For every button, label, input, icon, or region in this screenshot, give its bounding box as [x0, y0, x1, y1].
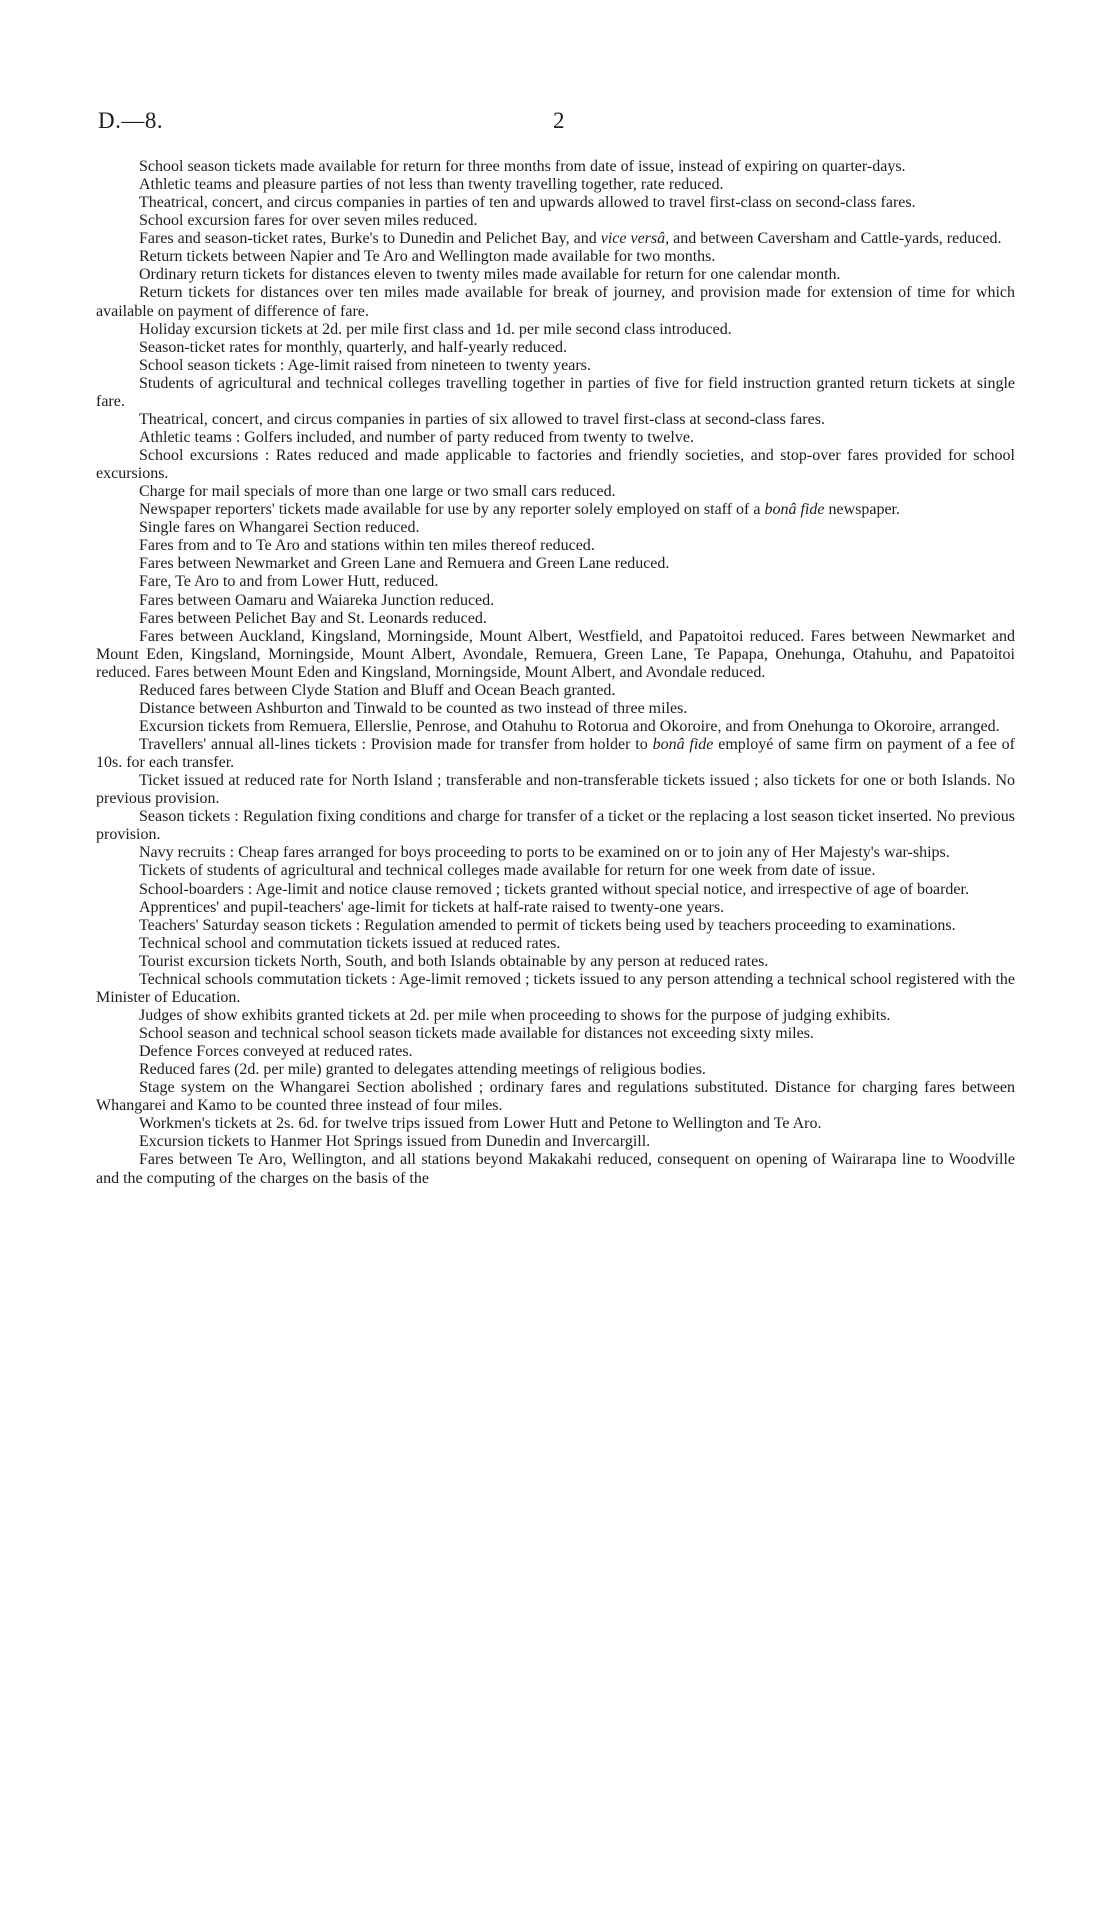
paragraph: School-boarders : Age-limit and notice clause removed ; tickets granted without special notice, and irrespective of age of boarder.: [139, 880, 969, 898]
paragraph: Navy recruits : Cheap fares arranged for boys proceeding to ports to be examined on or to join any of Her Majesty's war-ships.: [139, 844, 950, 862]
paragraph: School season tickets : Age-limit raised from nineteen to twenty years.: [139, 356, 591, 374]
page-number: 2: [553, 108, 565, 133]
document-code: D.—8.: [98, 108, 164, 133]
paragraph: Athletic teams and pleasure parties of not less than twenty travelling together, rate reduced.: [139, 176, 724, 194]
paragraph: Season-ticket rates for monthly, quarterly, and half-yearly reduced.: [139, 338, 567, 356]
paragraph: Ordinary return tickets for distances eleven to twenty miles made available for return for one calendar month.: [139, 266, 841, 284]
paragraph: Newspaper reporters' tickets made available for use by any reporter solely employed on staff of a bonâ fide newspaper.: [139, 501, 900, 519]
document-body: [96, 158, 1015, 1188]
paragraph: Reduced fares between Clyde Station and Bluff and Ocean Beach granted.: [139, 681, 616, 699]
paragraph: Judges of show exhibits granted tickets at 2d. per mile when proceeding to shows for the purpose of judging exhibits.: [139, 1006, 891, 1024]
paragraph: Excursion tickets to Hanmer Hot Springs issued from Dunedin and Invercargill.: [139, 1133, 651, 1151]
paragraph: Workmen's tickets at 2s. 6d. for twelve trips issued from Lower Hutt and Petone to Wellington and Te Aro.: [139, 1115, 822, 1133]
paragraph: Return tickets between Napier and Te Aro and Wellington made available for two months.: [139, 248, 716, 266]
paragraph: Excursion tickets from Remuera, Ellerslie, Penrose, and Otahuhu to Rotorua and Okoroire, and from Onehunga to Okoroire, arranged.: [139, 717, 1000, 735]
page-header: [98, 108, 1018, 140]
paragraph: Reduced fares (2d. per mile) granted to delegates attending meetings of religious bodies.: [139, 1061, 706, 1079]
paragraph: School excursion fares for over seven miles reduced.: [139, 212, 478, 230]
paragraph: Fares between Auckland, Kingsland, Morningside, Mount Albert, Westfield, and Papatoitoi reduced. Fares between Newmarket and Mount Eden, Kingsland, Morningside, Mount Albert, Avondale, Remuera, Green Lane, Te Papapa, Onehunga, Otahuhu, and Papatoitoi reduced. Fares between Mount Eden and Kingsland, Morningside, Mount Albert, and Avondale reduced.: [96, 627, 1015, 681]
paragraph: Fares between Newmarket and Green Lane and Remuera and Green Lane reduced.: [139, 555, 670, 573]
paragraph: Apprentices' and pupil-teachers' age-limit for tickets at half-rate raised to twenty-one years.: [139, 898, 725, 916]
paragraph: Tourist excursion tickets North, South, and both Islands obtainable by any person at reduced rates.: [139, 952, 769, 970]
paragraph: Fares between Pelichet Bay and St. Leonards reduced.: [139, 609, 487, 627]
paragraph: Athletic teams : Golfers included, and number of party reduced from twenty to twelve.: [139, 428, 694, 446]
paragraph: Ticket issued at reduced rate for North Island ; transferable and non-transferable tickets issued ; also tickets for one or both Islands. No previous provision.: [96, 772, 1015, 808]
paragraph: Distance between Ashburton and Tinwald to be counted as two instead of three miles.: [139, 699, 688, 717]
paragraph: Fares from and to Te Aro and stations within ten miles thereof reduced.: [139, 537, 595, 555]
paragraph: Fares and season-ticket rates, Burke's to Dunedin and Pelichet Bay, and vice versâ, and between Caversham and Cattle-yards, reduced.: [139, 230, 1002, 248]
paragraph: Technical schools commutation tickets : Age-limit removed ; tickets issued to any person attending a technical school registered with the Minister of Education.: [96, 970, 1015, 1006]
paragraph: Theatrical, concert, and circus companies in parties of six allowed to travel first-class at second-class fares.: [139, 410, 825, 428]
paragraph: School season and technical school season tickets made available for distances not exceeding sixty miles.: [139, 1025, 814, 1042]
paragraph: Fares between Oamaru and Waiareka Junction reduced.: [139, 591, 495, 609]
paragraph: Fare, Te Aro to and from Lower Hutt, reduced.: [139, 573, 439, 591]
paragraph: Single fares on Whangarei Section reduced.: [139, 519, 420, 537]
paragraph: School season tickets made available for return for three months from date of issue, instead of expiring on quarter-days.: [139, 158, 906, 175]
paragraph: Teachers' Saturday season tickets : Regulation amended to permit of tickets being used by teachers proceeding to examinations.: [139, 916, 956, 934]
paragraph: Holiday excursion tickets at 2d. per mile first class and 1d. per mile second class introduced.: [139, 320, 732, 338]
paragraph: Tickets of students of agricultural and technical colleges made available for return for one week from date of issue.: [139, 862, 876, 880]
paragraph: Technical school and commutation tickets issued at reduced rates.: [139, 934, 561, 952]
paragraph: Stage system on the Whangarei Section abolished ; ordinary fares and regulations substituted. Distance for charging fares between Whangarei and Kamo to be counted three instead of four miles.: [96, 1079, 1015, 1115]
paragraph: Season tickets : Regulation fixing conditions and charge for transfer of a ticket or the replacing a lost season ticket inserted. No previous provision.: [96, 808, 1015, 844]
paragraph: Return tickets for distances over ten miles made available for break of journey, and provision made for extension of time for which available on payment of difference of fare.: [96, 284, 1015, 320]
paragraph: Theatrical, concert, and circus companies in parties of ten and upwards allowed to travel first-class on second-class fares.: [139, 194, 916, 212]
paragraph: Charge for mail specials of more than one large or two small cars reduced.: [139, 483, 616, 501]
paragraph: Fares between Te Aro, Wellington, and all stations beyond Makakahi reduced, consequent on opening of Wairarapa line to Woodville and the computing of the charges on the basis of the: [96, 1151, 1015, 1187]
paragraph: Defence Forces conveyed at reduced rates.: [139, 1043, 413, 1061]
paragraph: Travellers' annual all-lines tickets : Provision made for transfer from holder to bonâ fide employé of same firm on payment of a fee of 10s. for each transfer.: [96, 736, 1016, 772]
paragraph: School excursions : Rates reduced and made applicable to factories and friendly societies, and stop-over fares provided for school excursions.: [96, 447, 1015, 483]
paragraph: Students of agricultural and technical colleges travelling together in parties of five for field instruction granted return tickets at single fare.: [96, 374, 1015, 410]
